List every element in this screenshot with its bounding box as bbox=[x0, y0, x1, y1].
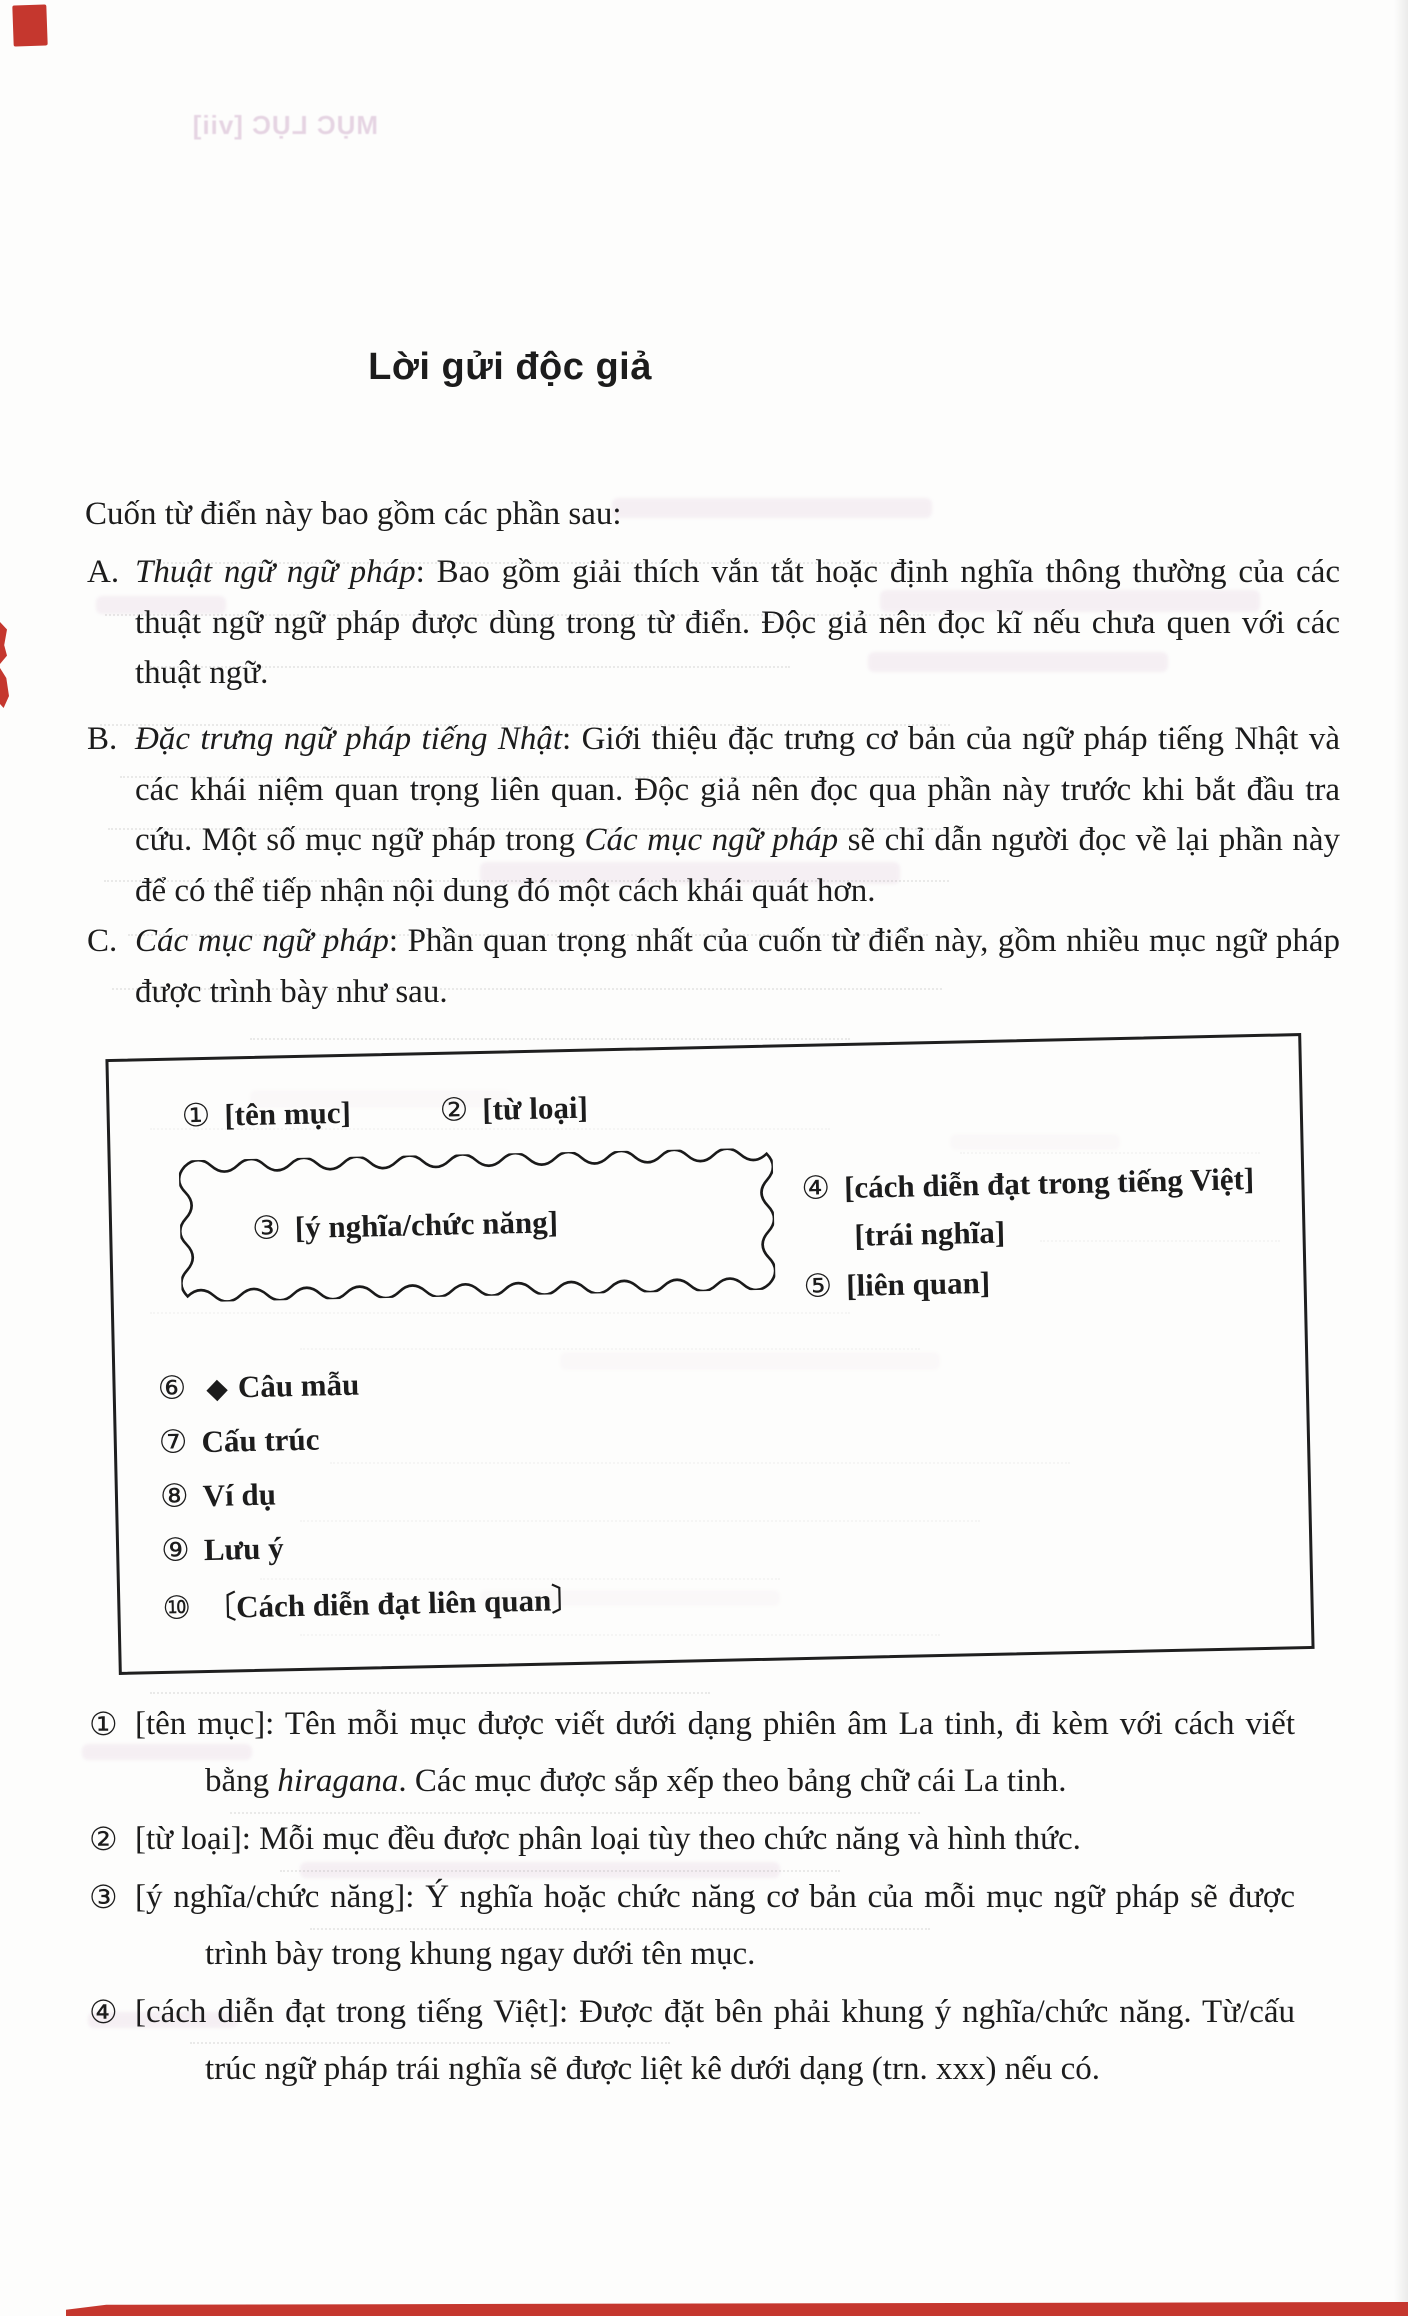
diagram-item-luu-y: ⑨ Lưu ý bbox=[160, 1530, 284, 1570]
legend-notes bbox=[85, 1696, 1295, 2099]
bleedthrough-header: MỤC LỤC [vii] bbox=[191, 110, 378, 140]
red-cover-notch bbox=[0, 622, 7, 664]
diagram-item-cau-mau: ⑥ ◆ Câu mẫu bbox=[157, 1366, 360, 1408]
section-c bbox=[85, 916, 1340, 1017]
red-cover-bottom-strip bbox=[66, 2302, 1408, 2316]
section-b-text: : Giới thiệu đặc trưng cơ bản của ngữ pháp tiếng Nhật và các khái niệm quan trọng liên quan. Độc giả nên đọc qua phần này trước khi bắt đầu tra cứu. Một số mục ngữ pháp trong bbox=[135, 721, 1340, 858]
diagram-item-cach-dien-dat: ④ [cách diễn đạt trong tiếng Việt] bbox=[800, 1161, 1255, 1207]
note-2: ② [từ loại]: Mỗi mục đều được phân loại tùy theo chức năng và hình thức. bbox=[85, 1811, 1295, 1868]
diagram-item-trai-nghia: [trái nghĩa] bbox=[854, 1214, 1006, 1253]
circled-1: ① bbox=[181, 1095, 211, 1135]
section-c-lead: Các mục ngữ pháp bbox=[135, 923, 389, 959]
section-a-label: A. bbox=[87, 554, 120, 590]
circled-8: ⑧ bbox=[159, 1476, 190, 1516]
intro-paragraph: Cuốn từ điển này bao gồm các phần sau: bbox=[85, 496, 622, 532]
circled-3: ③ bbox=[251, 1208, 282, 1247]
bracket-open: 〔 bbox=[204, 1589, 237, 1627]
diagram-item-y-nghia: ③ [ý nghĩa/chức năng] bbox=[251, 1204, 559, 1247]
section-a bbox=[85, 547, 1340, 699]
circled-2: ② bbox=[439, 1090, 469, 1129]
note-4: ④ [cách diễn đạt trong tiếng Việt]: Được đặt bên phải khung ý nghĩa/chức năng. Từ/cấu trúc ngữ pháp trái nghĩa sẽ được liệt kê dưới dạng (trn. xxx) nếu có. bbox=[85, 1984, 1295, 2098]
diagram-item-ten-muc: ① [tên mục] bbox=[181, 1094, 352, 1135]
circled-3: ③ bbox=[89, 1878, 118, 1916]
diagram-item-cau-truc: ⑦ Cấu trúc bbox=[158, 1421, 320, 1462]
page-title: Lời gửi độc giả bbox=[368, 346, 652, 388]
section-b-label: B. bbox=[87, 721, 118, 757]
diamond-icon: ◆ bbox=[205, 1371, 229, 1405]
section-a-lead: Thuật ngữ ngữ pháp bbox=[135, 554, 416, 590]
note-1: ① [tên mục]: Tên mỗi mục được viết dưới dạng phiên âm La tinh, đi kèm với cách viết bằng hiragana. Các mục được sắp xếp theo bảng chữ cái La tinh. bbox=[85, 1696, 1295, 1810]
circled-5: ⑤ bbox=[803, 1266, 833, 1305]
section-b-lead: Đặc trưng ngữ pháp tiếng Nhật bbox=[135, 721, 563, 757]
red-cover-notch bbox=[0, 668, 9, 708]
circled-7: ⑦ bbox=[158, 1422, 188, 1462]
red-cover-corner bbox=[12, 4, 47, 46]
bleedthrough-dotted-line bbox=[150, 1692, 710, 1694]
section-a-text: : Bao gồm giải thích vắn tắt hoặc định nghĩa thông thường của các thuật ngữ ngữ pháp được dùng trong từ điển. Độc giả nên đọc kĩ nếu chưa quen với các thuật ngữ. bbox=[135, 554, 1340, 691]
diagram-item-lien-quan: ⑤ [liên quan] bbox=[803, 1264, 991, 1305]
circled-9: ⑨ bbox=[160, 1530, 191, 1570]
diagram-item-cach-dien-dat-lien-quan: ⑩ 〔Cách diễn đạt liên quan〕 bbox=[161, 1581, 583, 1628]
section-c-label: C. bbox=[87, 923, 118, 959]
bracket-close: 〕 bbox=[550, 1581, 583, 1619]
section-b: B. Đặc trưng ngữ pháp tiếng Nhật: Giới thiệu đặc trưng cơ bản của ngữ pháp tiếng Nhật và các khái niệm quan trọng liên quan. Độc giả nên đọc qua phần này trước khi bắt đầu tra cứu. Một số mục ngữ pháp trong Các mục ngữ pháp sẽ chỉ dẫn người đọc về lại phần này để có thể tiếp nhận nội dung đó một cách khái quát hơn. bbox=[85, 714, 1340, 916]
diagram-item-vi-du: ⑧ Ví dụ bbox=[159, 1476, 277, 1516]
circled-1: ① bbox=[89, 1705, 118, 1743]
bleedthrough-dotted-line bbox=[250, 1038, 850, 1040]
circled-6: ⑥ bbox=[157, 1368, 187, 1408]
circled-10: ⑩ bbox=[161, 1588, 192, 1628]
page-edge-shadow bbox=[1394, 0, 1408, 2316]
circled-4: ④ bbox=[800, 1168, 831, 1207]
diagram-item-tu-loai: ② [từ loại] bbox=[439, 1089, 589, 1129]
circled-4: ④ bbox=[89, 1993, 118, 2031]
entry-format-diagram bbox=[105, 1033, 1314, 1675]
circled-2: ② bbox=[89, 1820, 118, 1858]
note-3: ③ [ý nghĩa/chức năng]: Ý nghĩa hoặc chức năng cơ bản của mỗi mục ngữ pháp sẽ được trình bày trong khung ngay dưới tên mục. bbox=[85, 1869, 1295, 1983]
section-c-text: : Phần quan trọng nhất của cuốn từ điển này, gồm nhiều mục ngữ pháp được trình bày như sau. bbox=[135, 923, 1340, 1010]
